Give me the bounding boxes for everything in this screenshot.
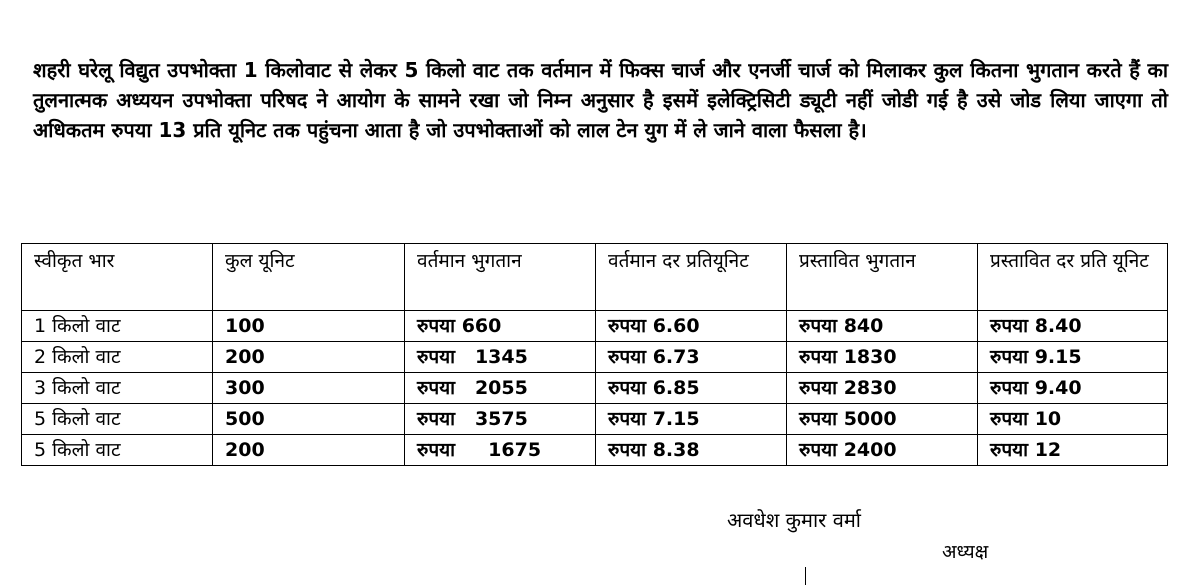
table-row [22,435,1168,466]
header-current-payment: वर्तमान भुगतान [405,244,596,311]
header-total-units: कुल यूनिट [213,244,405,311]
cell-load: 3 किलो वाट [22,373,213,404]
cell-load: 5 किलो वाट [22,404,213,435]
cell-proposed-payment: रुपया 1830 [787,342,978,373]
cell-units: 300 [213,373,405,404]
cell-units: 100 [213,311,405,342]
signatory-title: अध्यक्ष [942,541,989,563]
cell-units: 200 [213,435,405,466]
cell-proposed-payment: रुपया 2830 [787,373,978,404]
cell-current-rate: रुपया 7.15 [596,404,787,435]
cell-load: 2 किलो वाट [22,342,213,373]
cell-load: 1 किलो वाट [22,311,213,342]
table-header-row [22,244,1168,311]
table-row [22,404,1168,435]
cell-current-payment: रुपया 2055 [405,373,596,404]
cell-current-rate: रुपया 6.73 [596,342,787,373]
signatory-name: अवधेश कुमार वर्मा [727,508,861,532]
cell-proposed-rate: रुपया 10 [978,404,1168,435]
cell-proposed-payment: रुपया 2400 [787,435,978,466]
table-row [22,311,1168,342]
cell-current-rate: रुपया 8.38 [596,435,787,466]
text-cursor [805,567,806,585]
header-sanctioned-load: स्वीकृत भार [22,244,213,311]
tariff-comparison-table [21,243,1168,466]
cell-proposed-rate: रुपया 12 [978,435,1168,466]
cell-proposed-payment: रुपया 840 [787,311,978,342]
cell-proposed-payment: रुपया 5000 [787,404,978,435]
cell-current-payment: रुपया 3575 [405,404,596,435]
cell-current-rate: रुपया 6.85 [596,373,787,404]
cell-proposed-rate: रुपया 8.40 [978,311,1168,342]
cell-current-payment: रुपया 1675 [405,435,596,466]
table-row [22,342,1168,373]
cell-current-rate: रुपया 6.60 [596,311,787,342]
cell-units: 500 [213,404,405,435]
cell-current-payment: रुपया 660 [405,311,596,342]
cell-proposed-rate: रुपया 9.15 [978,342,1168,373]
header-current-rate: वर्तमान दर प्रतियूनिट [596,244,787,311]
cell-current-payment: रुपया 1345 [405,342,596,373]
intro-paragraph: शहरी घरेलू विद्युत उपभोक्ता 1 किलोवाट से लेकर 5 किलो वाट तक वर्तमान में फिक्स चार्ज और एनर्जी चार्ज को मिलाकर कुल कितना भुगतान करते हैं का तुलनात्मक अध्ययन उपभोक्ता परिषद ने आयोग के सामने रखा जो निम्न अनुसार है इसमें इलेक्ट्रिसिटी ड्यूटी नहीं जोडी गई है उसे जोड लिया जाएगा तो अधिकतम रुपया 13 प्रति यूनिट तक पहुंचना आता है जो उपभोक्ताओं को लाल टेन युग में ले जाने वाला फैसला है। [33,58,1168,142]
cell-load: 5 किलो वाट [22,435,213,466]
header-proposed-payment: प्रस्तावित भुगतान [787,244,978,311]
header-proposed-rate: प्रस्तावित दर प्रति यूनिट [978,244,1168,311]
table-row [22,373,1168,404]
cell-proposed-rate: रुपया 9.40 [978,373,1168,404]
cell-units: 200 [213,342,405,373]
